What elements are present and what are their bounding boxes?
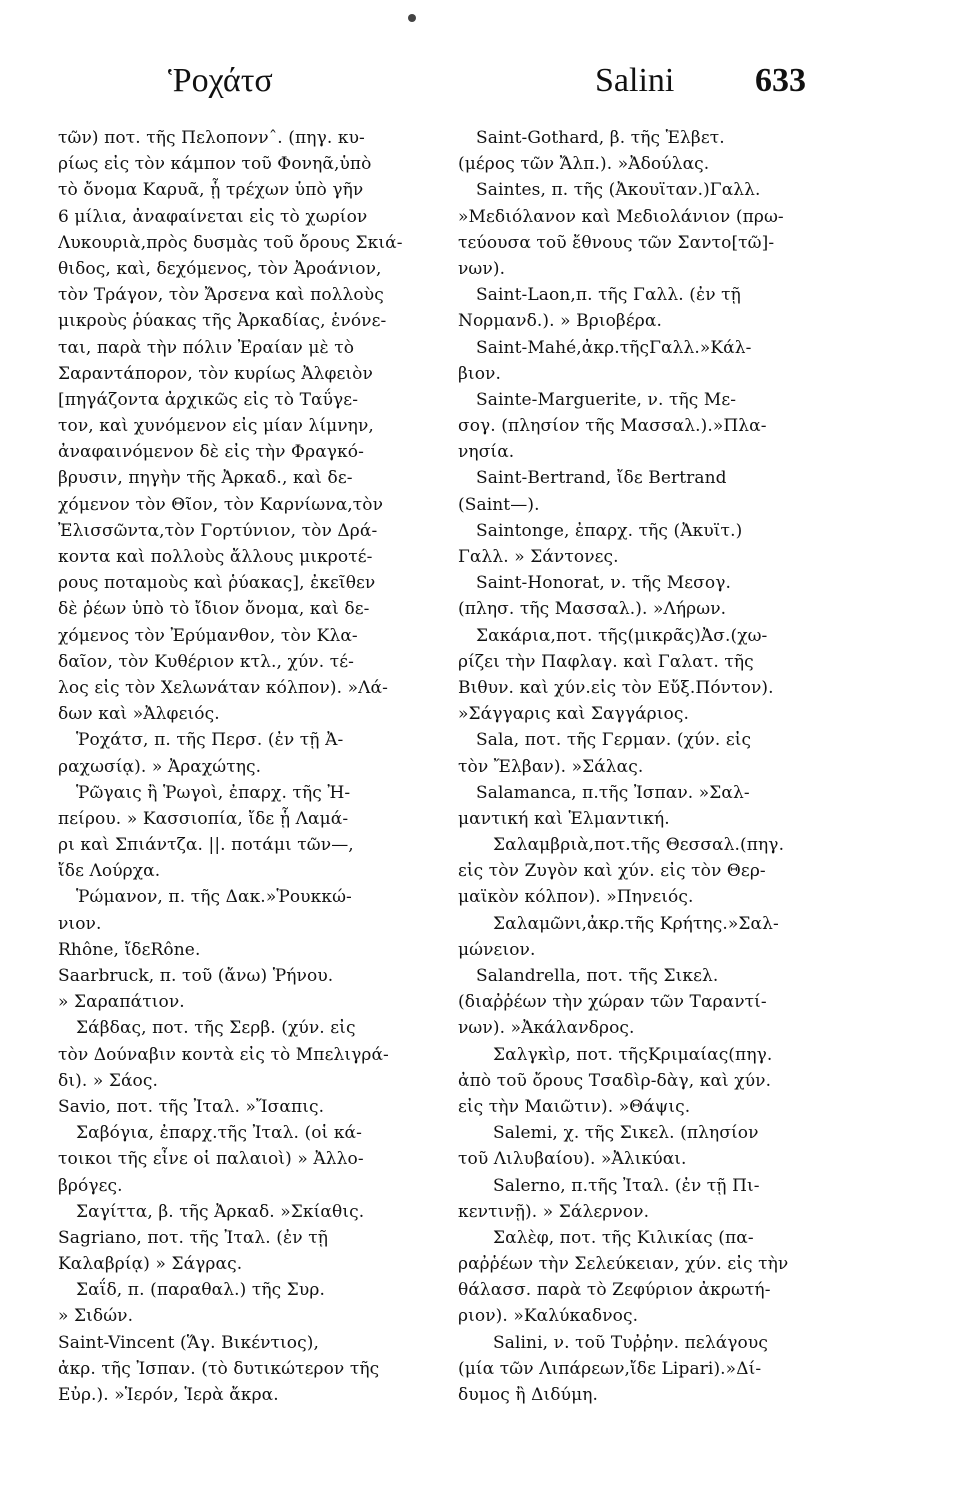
text-line: ἀπὸ τοῦ ὄρους Τσαδὶρ-δὰγ, καὶ χύν. (458, 1070, 772, 1091)
text-line: λος εἰς τὸν Χελωνάταν κόλπον). »Λά- (58, 677, 388, 698)
text-line: Saint-Bertrand, ἴδε Bertrand (476, 468, 727, 489)
text-line: τὸν Ἔλβαν). »Σάλας. (458, 756, 644, 777)
text-line: πείρου. » Κασσιοπία, ἴδε ᾗ Λαμά- (58, 808, 349, 829)
text-line: θάλασσ. παρὰ τὸ Ζεφύριον ἀκρωτή- (458, 1280, 771, 1301)
text-line: Λυκουριὰ,πρὸς δυσμὰς τοῦ ὄρους Σκιά- (58, 232, 403, 253)
text-line: δων καὶ »Ἀλφειός. (58, 704, 220, 725)
text-line: » Σιδών. (58, 1306, 134, 1327)
text-line: Savio, ποτ. τῆς Ἰταλ. »Ἴσαπις. (58, 1096, 325, 1117)
ink-dot (408, 14, 416, 22)
text-line: ἴδε Λούρχα. (58, 861, 161, 882)
text-line: Salamanca, π.τῆς Ἰσπαν. »Σαλ- (476, 782, 750, 803)
text-line: νων). (458, 258, 506, 279)
text-line: Saint-Honorat, ν. τῆς Μεσογ. (476, 573, 731, 594)
text-line: Saintes, π. τῆς (Ἀκουϊταν.)Γαλλ. (476, 180, 761, 201)
text-line: Καλαβρίᾳ) » Σάγρας. (58, 1254, 243, 1275)
left-column (58, 125, 466, 1408)
text-line: τεύουσα τοῦ ἔθνους τῶν Σαντο[τῶ]- (458, 232, 775, 253)
text-line: Νορμανδ.). » Βριοβέρα. (458, 311, 662, 332)
text-line: τὸ ὄνομα Καρυᾶ, ᾗ τρέχων ὑπὸ γῆν (58, 180, 364, 201)
text-line: (μία τῶν Λιπάρεων,ἴδε Lipari).»Δί- (458, 1358, 762, 1379)
text-line: Saint-Mahé,ἀκρ.τῆςΓαλλ.»Κάλ- (476, 337, 752, 358)
text-line: τὸν Δούναβιν κοντὰ εἰς τὸ Μπελιγρά- (58, 1044, 389, 1065)
text-line: [πηγάζοντα ἀρχικῶς εἰς τὸ Ταΰγε- (58, 389, 359, 410)
text-line: Σαλαμβριὰ,ποτ.τῆς Θεσσαλ.(πηγ. (493, 835, 785, 856)
running-head-left: Ῥοχάτσ (168, 62, 273, 99)
text-line: νων). »Ἀκάλανδρος. (458, 1018, 635, 1039)
text-line: νησία. (458, 442, 515, 463)
text-line: (διαῤῥέων τὴν χώραν τῶν Ταραντί- (458, 992, 767, 1013)
text-line: (Saint—). (458, 494, 540, 515)
text-line: δὲ ῥέων ὑπὸ τὸ ἴδιον ὄνομα, καὶ δε- (58, 599, 370, 620)
text-line: Σάβδας, ποτ. τῆς Σερβ. (χύν. εἰς (76, 1018, 356, 1039)
text-line: νιον. (58, 913, 102, 934)
text-line: ρίως εἰς τὸν κάμπον τοῦ Φονηᾶ,ὑπὸ (58, 154, 372, 175)
text-line: ραχωσίᾳ). » Ἀραχώτης. (58, 756, 262, 777)
text-line: Rhône, ἴδεRône. (58, 939, 201, 960)
text-line: Sala, ποτ. τῆς Γερμαν. (χύν. εἰς (476, 730, 752, 751)
text-line: μικροὺς ῥύακας τῆς Ἀρκαδίας, ἑνόνε- (58, 311, 387, 332)
text-line: ται, παρὰ τὴν πόλιν Ἐραίαν μὲ τὸ (58, 337, 355, 358)
text-line: Σαλαμῶνι,ἀκρ.τῆς Κρήτης.»Σαλ- (493, 913, 779, 934)
text-line: Salandrella, ποτ. τῆς Σικελ. (476, 966, 719, 986)
text-line: Γαλλ. » Σάντονες. (458, 547, 619, 567)
text-line: κεντινῇ). » Σάλερνον. (458, 1201, 650, 1222)
text-line: ρι καὶ Σπιάντζα. ||. ποτάμι τῶν—, (58, 835, 354, 856)
text-line: Ῥώμανον, π. τῆς Δακ.»Ῥουκκώ- (76, 887, 352, 908)
text-line: Saarbruck, π. τοῦ (ἄνω) Ῥήνου. (58, 966, 334, 986)
right-column (458, 125, 853, 1408)
text-line: 6 μίλια, ἀναφαίνεται εἰς τὸ χωρίον (58, 206, 368, 227)
text-line: Sagriano, ποτ. τῆς Ἰταλ. (ἐν τῇ (58, 1227, 328, 1248)
text-line: (μέρος τῶν Ἄλπ.). »Ἀδούλας. (458, 154, 710, 175)
text-line: Ῥοχάτσ, π. τῆς Περσ. (ἐν τῇ Ἀ- (76, 730, 344, 751)
text-line: Saint-Vincent (Ἅγ. Βικέντιος), (58, 1332, 319, 1353)
text-line: ἀναφαινόμενον δὲ εἰς τὴν Φραγκό- (58, 442, 364, 463)
text-line: εἰς τὸν Ζυγὸν καὶ χύν. εἰς τὸν Θερ- (458, 861, 766, 882)
text-line: ριον). »Καλύκαδνος. (458, 1306, 639, 1327)
text-line: »Σάγγαρις καὶ Σαγγάριος. (458, 704, 689, 725)
text-line: δυμος ἢ Διδύμη. (458, 1385, 599, 1405)
text-line: Sainte-Marguerite, ν. τῆς Με- (476, 389, 737, 410)
text-line: Salemi, χ. τῆς Σικελ. (πλησίον (493, 1123, 759, 1144)
text-line: τὸν Τράγον, τὸν Ἄρσενα καὶ πολλοὺς (58, 285, 384, 306)
running-head-middle: Salini (595, 62, 675, 99)
text-line: κοντα καὶ πολλοὺς ἄλλους μικροτέ- (58, 547, 373, 567)
text-line: εἰς τὴν Μαιῶτιν). »Θάψις. (458, 1096, 691, 1117)
text-line: Σακάρια,ποτ. τῆς(μικρᾶς)Ἀσ.(χω- (476, 625, 768, 646)
text-line: Saint-Gothard, β. τῆς Ἑλβετ. (476, 128, 725, 148)
text-line: χόμενον τὸν Θῖον, τὸν Καρνίωνα,τὸν (58, 494, 384, 515)
text-line: ἀκρ. τῆς Ἰσπαν. (τὸ δυτικώτερον τῆς (58, 1358, 380, 1379)
text-line: Saintonge, ἐπαρχ. τῆς (Ἀκυϊτ.) (476, 520, 743, 541)
text-line: μαντική καὶ Ἑλμαντική. (458, 808, 670, 829)
text-line: Σαραντάπορον, τὸν κυρίως Ἀλφειὸν (58, 363, 373, 384)
text-line: »Μεδιόλανον καὶ Μεδιολάνιον (πρω- (458, 206, 784, 227)
text-line: σογ. (πλησίον τῆς Μασσαλ.).»Πλα- (458, 416, 767, 437)
text-line: τῶν) ποτ. τῆς Πελοποννˆ. (πηγ. κυ- (58, 128, 365, 148)
text-line: Salini, ν. τοῦ Τυῤῥην. πελάγους (493, 1332, 768, 1353)
text-line: Σαλὲφ, ποτ. τῆς Κιλικίας (πα- (493, 1227, 754, 1248)
text-line: ρους ποταμοὺς καὶ ῥύακας], ἐκεῖθεν (58, 573, 376, 594)
text-line: μαϊκὸν κόλπον). »Πηνειός. (458, 887, 694, 908)
page-number: 633 (755, 62, 806, 99)
text-line: δι). » Σάος. (58, 1070, 159, 1091)
text-line: Salerno, π.τῆς Ἰταλ. (ἐν τῇ Πι- (493, 1175, 760, 1196)
text-line: Βιθυν. καὶ χύν.εἰς τὸν Εὔξ.Πόντον). (458, 677, 774, 698)
text-line: βρόγες. (58, 1175, 123, 1196)
text-line: ραῤῥέων τὴν Σελεύκειαν, χύν. εἰς τὴν (458, 1254, 789, 1275)
text-line: Εὐρ.). »Ἱερόν, Ἱερὰ ἄκρα. (58, 1385, 279, 1405)
text-line: τον, καὶ χυνόμενον εἰς μίαν λίμνην, (58, 416, 374, 437)
text-line: » Σαραπάτιον. (58, 992, 185, 1013)
text-line: Σαλγκὶρ, ποτ. τῆςΚριμαίας(πηγ. (493, 1044, 773, 1065)
text-line: δαῖον, τὸν Κυθέριον κτλ., χύν. τέ- (58, 651, 354, 672)
text-line: Ἐλισσῶντα,τὸν Γορτύνιον, τὸν Δρά- (58, 520, 378, 541)
text-line: Saint-Laon,π. τῆς Γαλλ. (ἐν τῇ (476, 285, 741, 306)
text-line: Σαβόγια, ἐπαρχ.τῆς Ἰταλ. (οἱ κά- (76, 1123, 362, 1144)
text-line: τοῦ Λιλυβαίου). »Ἀλικύαι. (458, 1149, 687, 1170)
text-line: βρυσιν, πηγὴν τῆς Ἀρκαδ., καὶ δε- (58, 468, 353, 489)
text-line: θιδος, καὶ, δεχόμενος, τὸν Ἀροάνιον, (58, 258, 382, 279)
text-line: Σαγίττα, β. τῆς Ἀρκαδ. »Σκίαθις. (76, 1201, 365, 1222)
text-line: βιον. (458, 363, 501, 384)
text-line: (πλησ. τῆς Μασσαλ.). »Λήρων. (458, 599, 727, 620)
text-line: Σαΐδ, π. (παραθαλ.) τῆς Συρ. (76, 1280, 325, 1301)
text-line: μώνειον. (458, 939, 536, 960)
text-line: τοικοι τῆς εἶνε οἱ παλαιοὶ) » Ἀλλο- (58, 1149, 364, 1170)
text-line: Ῥῶγαις ἢ Ῥωγοὶ, ἐπαρχ. τῆς Ἠ- (76, 782, 351, 803)
text-line: χόμενος τὸν Ἐρύμανθον, τὸν Κλα- (58, 625, 358, 646)
text-line: ρίζει τὴν Παφλαγ. καὶ Γαλατ. τῆς (458, 651, 754, 672)
